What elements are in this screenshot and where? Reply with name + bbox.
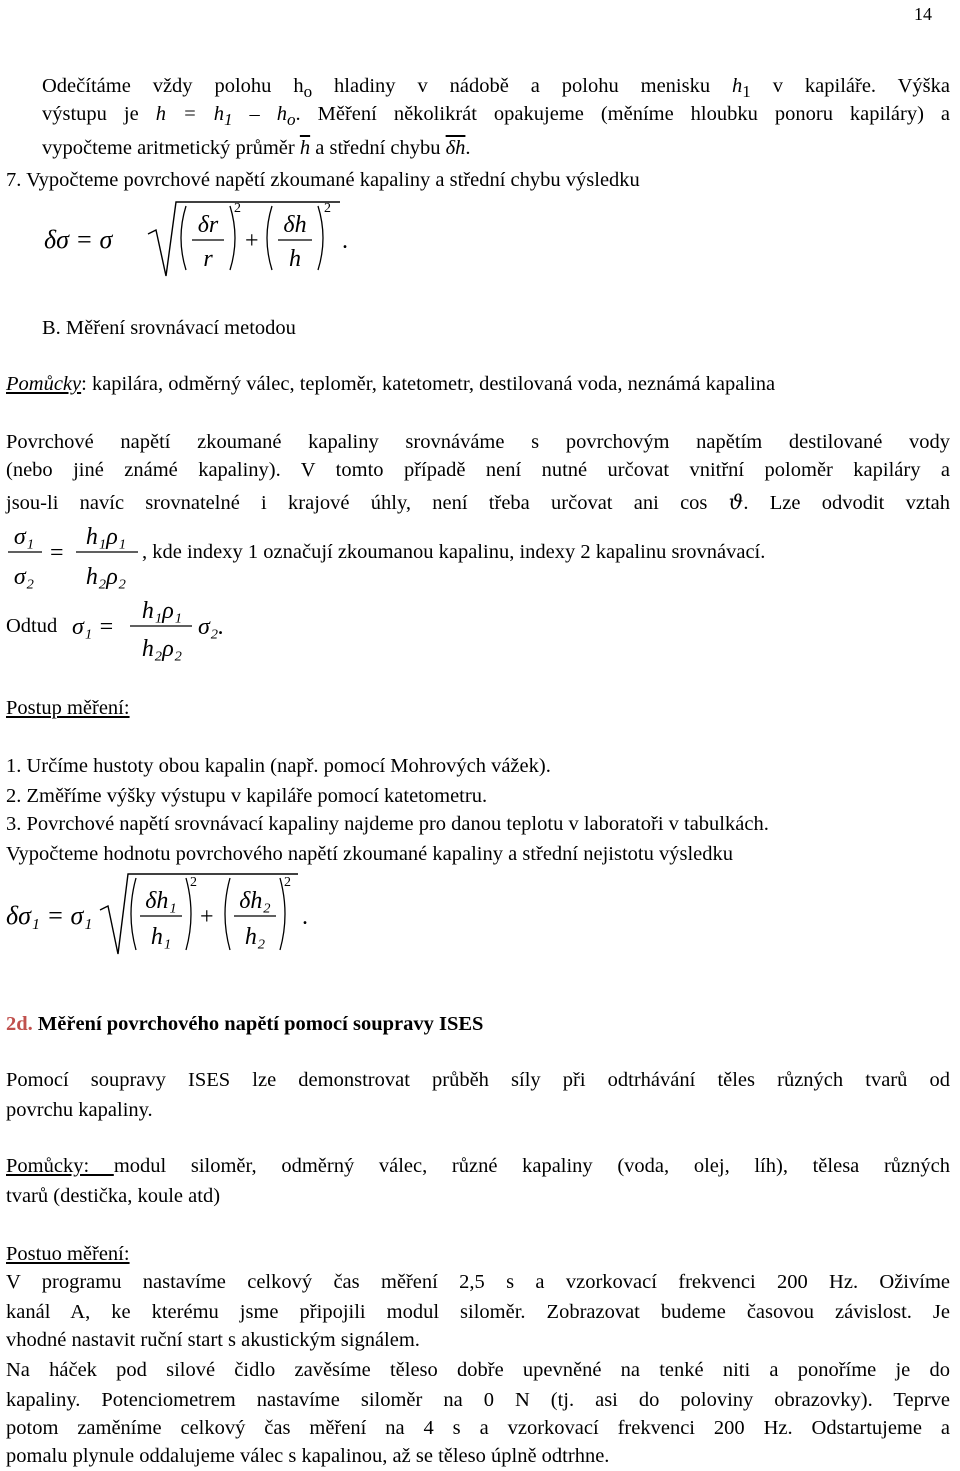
paragraph-line: povrchu kapaliny. [6, 1099, 153, 1121]
paren [131, 878, 136, 950]
equals: = [50, 540, 64, 566]
section-title: Měření povrchového napětí pomocí soupravy ISES [32, 1013, 484, 1035]
step-3: 3. Povrchové napětí srovnávací kapaliny najdeme pro danou teplotu v laboratoři v tabulkách. [6, 813, 769, 835]
fraction-den: r [203, 246, 213, 272]
sigma-1: σ₁ [13, 524, 35, 550]
fraction-den: h₂ [244, 924, 266, 950]
pomucky-label: Pomůcky [6, 373, 82, 395]
text: . Měření několikrát opakujeme (měníme hloubku ponoru kapiláry) a [295, 103, 950, 125]
text: hladiny v nádobě a polohu menisku [312, 75, 711, 97]
pomucky-label: Pomůcky: [6, 1155, 114, 1177]
text: : kapilára, odměrný válec, teploměr, katetometr, destilovaná voda, neznámá kapalina [81, 373, 776, 395]
text: výstupu je [42, 103, 139, 125]
pomucky2-line [6, 1152, 950, 1180]
section-heading-2d [6, 1010, 950, 1038]
paren [181, 206, 186, 270]
theta-symbol: ϑ [728, 490, 744, 514]
formula-lhs: σ₁ = [72, 614, 115, 640]
pomucky-line [6, 370, 950, 398]
subscript: o [303, 82, 313, 102]
text: jsou-li navíc srovnatelné i krajové úhly, není třeba určovat ani cos [6, 492, 708, 514]
sqrt-sign [148, 202, 340, 276]
paragraph-line: (nebo jiné známé kapaliny). V tomto případě není nutné určovat vnitřní poloměr kapiláry a [6, 459, 950, 481]
exponent: 2 [324, 201, 331, 216]
text: v kapiláře. Výška [750, 75, 950, 97]
paragraph-line: V programu nastavíme celkový čas měření 2,5 s a vzorkovací frekvenci 200 Hz. Oživíme [6, 1271, 950, 1293]
formula-rhs: σ₂. [198, 614, 225, 640]
exponent: 2 [284, 875, 291, 890]
paragraph-line: vhodné nastavit ruční start s akustickým signálem. [6, 1329, 420, 1351]
exponent: 2 [190, 875, 197, 890]
mean-error: $\overline{\delta h}$ [445, 137, 466, 159]
mean-h: $\overline{h}$ [299, 137, 311, 159]
formula-odtud [70, 594, 240, 664]
plus: + [200, 904, 214, 930]
paren [225, 878, 230, 950]
exponent: 2 [234, 201, 241, 216]
paragraph-line: Na háček pod silové čidlo zavěsíme těleso dobře upevněné na tenké niti a ponoříme je do [6, 1359, 950, 1381]
period: . [342, 228, 348, 254]
text: . [465, 137, 471, 159]
text: modul siloměr, odměrný válec, různé kapaliny (voda, olej, líh), tělesa různých [113, 1155, 950, 1177]
subscript: 1 [742, 82, 751, 102]
paragraph-line: pomalu plynule oddalujeme válec s kapalinou, až se těleso úplně odtrhne. [6, 1445, 610, 1467]
item-7: 7. Vypočteme povrchové napětí zkoumané kapaliny a střední chybu výsledku [6, 169, 640, 191]
paragraph-line: kanál A, ke kterému jsme připojili modul siloměr. Zobrazovat budeme časovou závislost. Je [6, 1301, 950, 1323]
fraction-num: δr [197, 212, 219, 238]
ratio-description: , kde indexy 1 označují zkoumanou kapalinu, indexy 2 kapalinu srovnávací. [142, 541, 766, 563]
fraction-den: h₁ [150, 924, 172, 950]
fraction-num: h₁ρ₁ [85, 524, 127, 550]
step-2: 2. Změříme výšky výstupu v kapiláře pomocí katetometru. [6, 785, 488, 807]
section-number: 2d. [6, 1013, 33, 1035]
paragraph-line: potom zaměníme celkový čas měření na 4 s a vzorkovací frekvenci 200 Hz. Odstartujeme a [6, 1417, 950, 1439]
step-1: 1. Určíme hustoty obou kapalin (např. pomocí Mohrových vážek). [6, 755, 551, 777]
fraction-den: h₂ρ₂ [141, 636, 183, 662]
paragraph-line [6, 488, 950, 517]
sigma-2: σ₂ [13, 564, 35, 590]
equation-inline: $h = h_1 - h_o$ [155, 103, 296, 130]
formula-relative-error [40, 196, 360, 286]
period: . [302, 904, 308, 930]
text: a střední chybu [310, 137, 441, 159]
fraction-den: h₂ρ₂ [85, 564, 127, 590]
formula-lhs: δσ = σ [44, 225, 113, 254]
variable: h [732, 75, 743, 97]
paragraph-line: Povrchové napětí zkoumané kapaliny srovnáváme s povrchovým napětím destilované vody [6, 431, 950, 453]
text: . Lze odvodit vztah [743, 492, 950, 514]
paragraph-line: Vypočteme hodnotu povrchového napětí zkoumané kapaliny a střední nejistotu výsledku [6, 843, 734, 865]
paragraph-line [42, 100, 950, 134]
paragraph-line: tvarů (destička, koule atd) [6, 1185, 221, 1207]
formula-ratio [4, 518, 154, 590]
paragraph-line [42, 134, 950, 162]
fraction-num: δh₁ [145, 888, 177, 914]
fraction-num: δh [283, 212, 307, 238]
fraction-num: h₁ρ₁ [141, 598, 183, 624]
paren [318, 206, 323, 270]
section-heading: B. Měření srovnávací metodou [42, 317, 296, 339]
sqrt-sign [100, 874, 298, 954]
text: Odečítáme vždy polohu h [42, 75, 304, 97]
paragraph-line: Pomocí soupravy ISES lze demonstrovat průběh síly při odtrhávání těles různých tvarů od [6, 1069, 950, 1091]
page-number: 14 [914, 4, 932, 24]
postuo-label: Postuo měření: [6, 1243, 130, 1265]
fraction-num: δh₂ [239, 888, 271, 914]
paren [267, 206, 272, 270]
fraction-den: h [289, 246, 301, 272]
plus: + [245, 228, 259, 254]
formula-relative-error-2 [4, 868, 324, 964]
odtud-label: Odtud [6, 615, 58, 637]
formula-lhs: δσ₁ = σ₁ [6, 901, 93, 930]
paragraph-line: kapaliny. Potenciometrem nastavíme siloměr na 0 N (tj. asi do poloviny obrazovky). Teprve [6, 1389, 950, 1411]
text: vypočteme aritmetický průměr [42, 137, 295, 159]
postup-label: Postup měření: [6, 697, 130, 719]
